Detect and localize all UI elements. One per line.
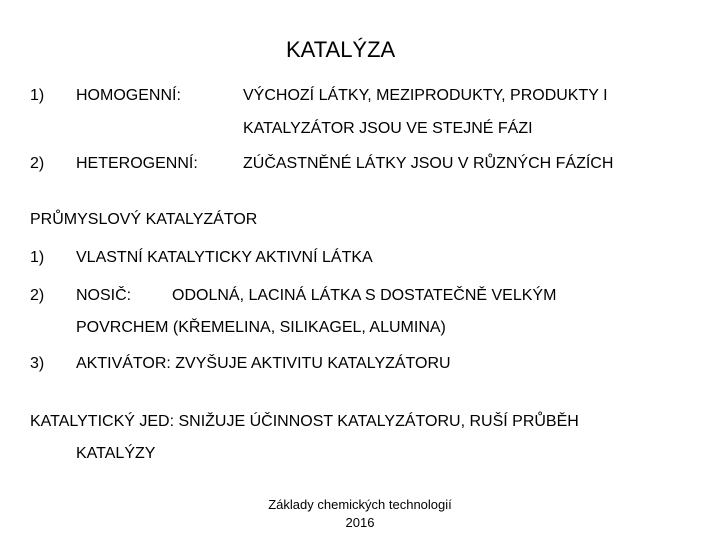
- industrial-item-2-text-line-1: ODOLNÁ, LACINÁ LÁTKA S DOSTATEČNĚ VELKÝM: [172, 287, 557, 304]
- industrial-item-2-label: NOSIČ:: [76, 287, 132, 304]
- industrial-item-2-number: 2): [30, 287, 45, 304]
- type-2-description: ZÚČASTNĚNÉ LÁTKY JSOU V RŮZNÝCH FÁZÍCH: [243, 155, 614, 172]
- type-1-description-line-1: VÝCHOZÍ LÁTKY, MEZIPRODUKTY, PRODUKTY I: [243, 87, 608, 104]
- industrial-item-3-number: 3): [30, 355, 45, 372]
- industrial-item-3-text: AKTIVÁTOR: ZVYŠUJE AKTIVITU KATALYZÁTORU: [76, 355, 451, 372]
- type-1-description-line-2: KATALYZÁTOR JSOU VE STEJNÉ FÁZI: [243, 120, 533, 137]
- type-1-name: HOMOGENNÍ:: [76, 87, 181, 104]
- footer-year: 2016: [345, 515, 375, 530]
- industrial-catalyst-heading: PRŮMYSLOVÝ KATALYZÁTOR: [30, 211, 258, 228]
- catalytic-poison-line-1: KATALYTICKÝ JED: SNIŽUJE ÚČINNOST KATALYZÁTORU, RUŠÍ PRŮBĚH: [30, 413, 579, 430]
- footer-course-name: Základy chemických technologií: [268, 497, 452, 512]
- industrial-item-2-text-line-2: POVRCHEM (KŘEMELINA, SILIKAGEL, ALUMINA): [76, 319, 446, 336]
- catalytic-poison-line-2: KATALÝZY: [76, 445, 156, 462]
- industrial-item-1-number: 1): [30, 249, 45, 266]
- industrial-item-1-text: VLASTNÍ KATALYTICKY AKTIVNÍ LÁTKA: [76, 249, 373, 266]
- type-2-name: HETEROGENNÍ:: [76, 155, 198, 172]
- type-1-number: 1): [30, 87, 45, 104]
- page-title: KATALÝZA: [286, 37, 396, 62]
- type-2-number: 2): [30, 155, 45, 172]
